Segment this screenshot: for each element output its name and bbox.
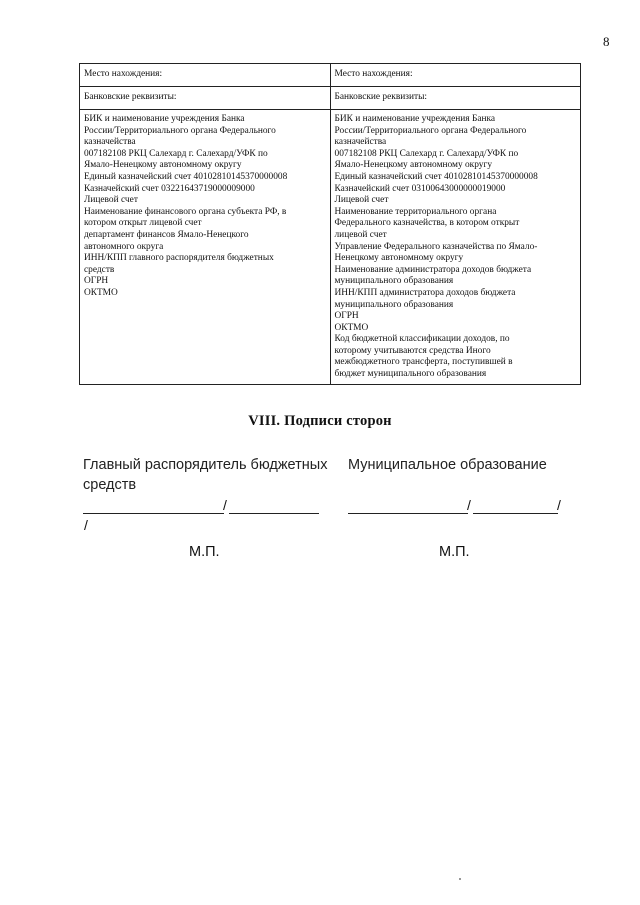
requisite-line: Единый казначейский счет 40102810145370000008 bbox=[84, 171, 288, 182]
requisite-line: департамент финансов Ямало-Ненецкого bbox=[84, 229, 249, 240]
requisites-table bbox=[79, 63, 581, 385]
left-signature-slash: / bbox=[223, 497, 227, 513]
stamp-left: М.П. bbox=[189, 544, 220, 560]
right-party-title: Муниципальное образование bbox=[348, 457, 547, 473]
requisite-line: муниципального образования bbox=[334, 299, 454, 310]
right-signature-slash: / bbox=[467, 497, 471, 513]
page-number: 8 bbox=[603, 34, 610, 49]
requisite-line: Единый казначейский счет 40102810145370000008 bbox=[334, 171, 538, 182]
requisite-line: ИНН/КПП главного распорядителя бюджетных bbox=[84, 253, 274, 264]
requisite-line: Код бюджетной классификации доходов, по bbox=[334, 334, 510, 345]
requisite-line: России/Территориального органа Федерального bbox=[84, 125, 276, 136]
requisite-line: 007182108 РКЦ Салехард г. Салехард/УФК по bbox=[334, 148, 519, 159]
requisite-line: бюджет муниципального образования bbox=[334, 369, 487, 380]
requisite-line: ОГРН bbox=[84, 276, 109, 287]
location-label-right: Место нахождения: bbox=[330, 64, 581, 87]
requisite-line: казначейства bbox=[84, 137, 136, 148]
table-row bbox=[80, 110, 581, 385]
requisite-line: ИНН/КПП администратора доходов бюджета bbox=[334, 287, 516, 298]
requisite-line: Ненецкому автономному округу bbox=[334, 253, 464, 264]
requisite-line: Лицевой счет bbox=[84, 195, 138, 206]
section-title: VIII. Подписи сторон bbox=[248, 413, 392, 429]
left-party-title: Главный распорядитель бюджетных средств bbox=[83, 457, 328, 493]
requisite-line: Федерального казначейства, в котором открыт bbox=[334, 218, 520, 229]
requisite-line: автономного округа bbox=[84, 241, 164, 252]
requisite-line: Лицевой счет bbox=[334, 195, 389, 206]
requisite-line: Наименование территориального органа bbox=[334, 206, 497, 217]
right-signature-line bbox=[348, 513, 468, 514]
requisite-line: которому учитываются средства Иного bbox=[334, 345, 491, 356]
requisite-line: Наименование администратора доходов бюджета bbox=[334, 264, 532, 275]
requisite-line: Наименование финансового органа субъекта РФ, в bbox=[84, 206, 287, 217]
requisite-line: ОКТМО bbox=[84, 287, 118, 298]
requisite-line: Ямало-Ненецкому автономному округу bbox=[84, 160, 242, 171]
requisite-line: России/Территориального органа Федерального bbox=[334, 125, 527, 136]
requisite-line: котором открыт лицевой счет bbox=[84, 218, 202, 229]
requisite-line: средств bbox=[84, 264, 115, 275]
left-name-line bbox=[229, 513, 319, 514]
requisite-line: межбюджетного трансферта, поступившей в bbox=[334, 357, 513, 368]
left-trailing-slash: / bbox=[84, 517, 88, 533]
requisite-line: муниципального образования bbox=[334, 276, 454, 287]
bank-details-left bbox=[80, 110, 331, 385]
requisite-line: казначейства bbox=[334, 137, 387, 148]
requisite-line: БИК и наименование учреждения Банка bbox=[84, 114, 245, 124]
requisite-line: 007182108 РКЦ Салехард г. Салехард/УФК по bbox=[84, 148, 268, 159]
right-name-line bbox=[473, 513, 558, 514]
stamp-right: М.П. bbox=[439, 544, 470, 560]
left-signature-line bbox=[83, 513, 224, 514]
location-label-left: Место нахождения: bbox=[80, 64, 331, 87]
table-row bbox=[80, 87, 581, 110]
requisite-line: Казначейский счет 03221643719000009000 bbox=[84, 183, 255, 194]
scan-speck bbox=[459, 878, 461, 880]
requisite-line: Казначейский счет 03100643000000019000 bbox=[334, 183, 506, 194]
table-row bbox=[80, 64, 581, 87]
bank-details-right bbox=[330, 110, 581, 385]
requisite-line: ОГРН bbox=[334, 311, 359, 322]
requisite-line: Управление Федерального казначейства по Ямало- bbox=[334, 241, 538, 252]
requisite-line: БИК и наименование учреждения Банка bbox=[334, 114, 496, 124]
requisite-line: ОКТМО bbox=[334, 322, 369, 333]
right-trailing-slash: / bbox=[557, 497, 561, 513]
bank-details-label-right: Банковские реквизиты: bbox=[330, 87, 581, 110]
bank-details-label-left: Банковские реквизиты: bbox=[80, 87, 331, 110]
requisite-line: лицевой счет bbox=[334, 229, 387, 240]
requisite-line: Ямало-Ненецкому автономному округу bbox=[334, 160, 493, 171]
